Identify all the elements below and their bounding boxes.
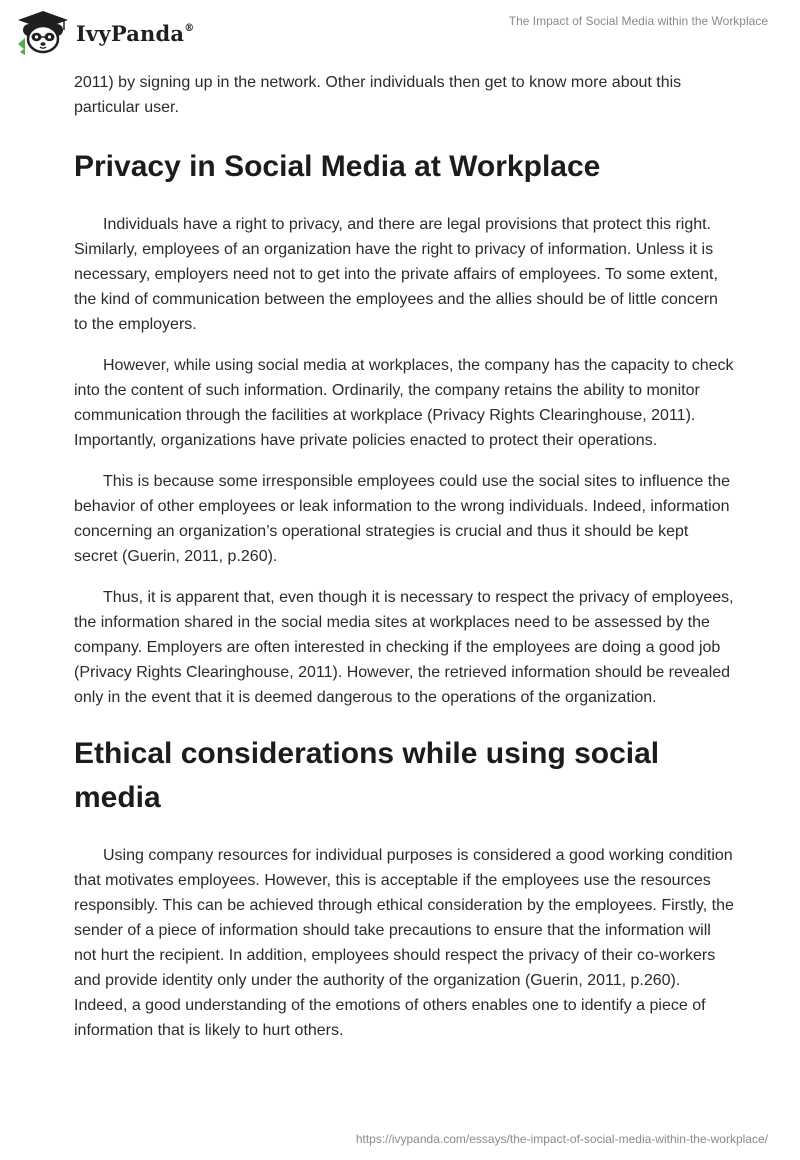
paragraph: Thus, it is apparent that, even though it is necessary to respect the privacy of employees, the information shared in the social media sites at workplaces need to be assessed by the company. Employers are often interested in checking if the employees are doing a good job (Privacy Rights Clearinghouse, 2011). However, the retrieved information should be revealed only in the event that it is deemed dangerous to the operations of the organization. [74,589,734,706]
section-heading-ethics: Ethical considerations while using social media [74,737,660,814]
paragraph: Using company resources for individual purposes is considered a good working condition that motivates employees. However, this is acceptable if the employees use the resources responsibly. This can be achieved through ethical consideration by the employees. Firstly, the sender of a piece of information should take precautions to ensure that the information will not hurt the recipient. In addition, employees should respect the privacy of their co-workers and provide identity only under the authority of the organization (Guerin, 2011, p.260). Indeed, a good understanding of the emotions of others enables one to identify a piece of information that is likely to hurt others. [74,847,734,1039]
section-heading-privacy: Privacy in Social Media at Workplace [74,150,601,183]
essay-content [74,70,734,1059]
paragraph: Individuals have a right to privacy, and there are legal provisions that protect this right. Similarly, employees of an organization have the right to privacy of information. Unless it is necessary, employers need not to get into the private affairs of employees. To some extent, the kind of communication between the employees and the allies should be of little concern to the employers. [74,216,718,333]
paragraph: However, while using social media at workplaces, the company has the capacity to check into the content of such information. Ordinarily, the company retains the ability to monitor communication through the facilities at workplace (Privacy Rights Clearinghouse, 2011). Importantly, organizations have private policies enacted to protect their operations. [74,357,734,449]
brand-name: IvyPanda® [76,20,195,46]
ivypanda-logo[interactable] [14,8,194,56]
document-title: The Impact of Social Media within the Workplace [508,14,768,28]
panda-graduate-icon [14,8,72,56]
source-url-link[interactable]: https://ivypanda.com/essays/the-impact-of-social-media-within-the-workplace/ [355,1132,768,1146]
page-header [0,0,800,62]
lead-paragraph: 2011) by signing up in the network. Other individuals then get to know more about this particular user. [74,74,682,116]
paragraph: This is because some irresponsible employees could use the social sites to influence the behavior of other employees or leak information to the wrong individuals. Indeed, information concerning an organization’s operational strategies is crucial and thus it should be kept secret (Guerin, 2011, p.260). [74,473,730,565]
